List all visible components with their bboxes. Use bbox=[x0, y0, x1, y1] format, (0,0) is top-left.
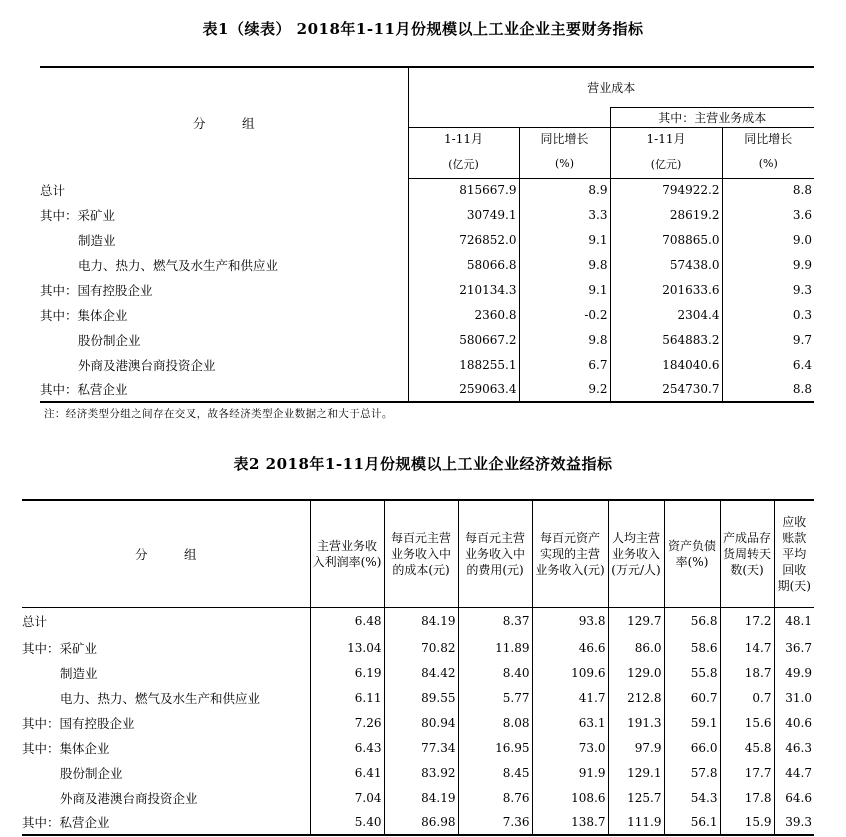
table2-cell: 138.7 bbox=[532, 810, 608, 835]
table2-cell: 48.1 bbox=[774, 607, 814, 635]
table1-cell: 708865.0 bbox=[610, 227, 722, 252]
table1-row bbox=[40, 327, 814, 352]
table1-cell: 6.4 bbox=[722, 352, 814, 377]
table1-col-sub-ytd: 1-11月 bbox=[610, 127, 722, 150]
table2-cell: 54.3 bbox=[664, 785, 720, 810]
table1-row-label: 股份制企业 bbox=[78, 332, 141, 348]
table2-cell: 111.9 bbox=[608, 810, 664, 835]
table2-cell: 8.40 bbox=[458, 660, 532, 685]
table1-col-group-header: 营业成本 bbox=[408, 67, 814, 107]
table1-cell: 184040.6 bbox=[610, 352, 722, 377]
table2-cell: 60.7 bbox=[664, 685, 720, 710]
table2-cell: 7.36 bbox=[458, 810, 532, 835]
table2-cell: 70.82 bbox=[384, 635, 458, 660]
table2-cell: 31.0 bbox=[774, 685, 814, 710]
table1-cell: 28619.2 bbox=[610, 202, 722, 227]
table2-cell: 45.8 bbox=[720, 735, 774, 760]
table2-cell: 6.19 bbox=[310, 660, 384, 685]
table2-cell: 15.9 bbox=[720, 810, 774, 835]
table1-cell: 254730.7 bbox=[610, 377, 722, 402]
table2-cell: 89.55 bbox=[384, 685, 458, 710]
table2-row bbox=[22, 735, 814, 760]
table1-cell: 9.3 bbox=[722, 277, 814, 302]
table1-cell: 30749.1 bbox=[408, 202, 519, 227]
table2-cell: 18.7 bbox=[720, 660, 774, 685]
table1-cell: 57438.0 bbox=[610, 252, 722, 277]
table2-cell: 212.8 bbox=[608, 685, 664, 710]
table2-cell: 63.1 bbox=[532, 710, 608, 735]
table1-row bbox=[40, 178, 814, 202]
table2-cell: 13.04 bbox=[310, 635, 384, 660]
table2-cell: 129.1 bbox=[608, 760, 664, 785]
table2-cell: 40.6 bbox=[774, 710, 814, 735]
table2-cell: 55.8 bbox=[664, 660, 720, 685]
table2-cell: 5.77 bbox=[458, 685, 532, 710]
table2-cell: 59.1 bbox=[664, 710, 720, 735]
table2-cell: 91.9 bbox=[532, 760, 608, 785]
table1-cell: 8.9 bbox=[519, 178, 610, 202]
table1-cell: 9.8 bbox=[519, 252, 610, 277]
table1-cell: 201633.6 bbox=[610, 277, 722, 302]
table2-row-label: 其中：国有控股企业 bbox=[22, 715, 135, 731]
table2-cell: 15.6 bbox=[720, 710, 774, 735]
table1-sub-group-header: 其中：主营业务成本 bbox=[610, 107, 814, 127]
table1-cell: 794922.2 bbox=[610, 178, 722, 202]
table2-cell: 129.7 bbox=[608, 607, 664, 635]
table1-cell: 0.3 bbox=[722, 302, 814, 327]
table2-cell: 8.76 bbox=[458, 785, 532, 810]
table2-cell: 57.8 bbox=[664, 760, 720, 785]
table2-col-header: 每百元主营业务收入中的成本(元) bbox=[384, 500, 458, 607]
table2-cell: 41.7 bbox=[532, 685, 608, 710]
table2-row-label: 其中：私营企业 bbox=[22, 810, 310, 835]
table2-cell: 17.2 bbox=[720, 607, 774, 635]
table1-row bbox=[40, 302, 814, 327]
table2-col-header: 人均主营业务收入(万元/人) bbox=[608, 500, 664, 607]
table2-cell: 191.3 bbox=[608, 710, 664, 735]
table2-cell: 8.45 bbox=[458, 760, 532, 785]
table1-row-label: 其中：国有控股企业 bbox=[40, 282, 153, 298]
table2-row-label: 股份制企业 bbox=[60, 765, 123, 781]
table2-cell: 8.08 bbox=[458, 710, 532, 735]
table1-row-label: 其中：采矿业 bbox=[40, 207, 116, 223]
table1-row bbox=[40, 202, 814, 227]
table2-cell: 93.8 bbox=[532, 607, 608, 635]
table1-cell: 726852.0 bbox=[408, 227, 519, 252]
table2-cell: 46.6 bbox=[532, 635, 608, 660]
table1-cell: 9.1 bbox=[519, 277, 610, 302]
table2-cell: 11.89 bbox=[458, 635, 532, 660]
table2-cell: 16.95 bbox=[458, 735, 532, 760]
table2-cell: 17.8 bbox=[720, 785, 774, 810]
table2-cell: 64.6 bbox=[774, 785, 814, 810]
table1-col-yoy: 同比增长 bbox=[519, 127, 610, 150]
table2-cell: 97.9 bbox=[608, 735, 664, 760]
table1-row bbox=[40, 252, 814, 277]
table2-cell: 39.3 bbox=[774, 810, 814, 835]
table2-cell: 84.19 bbox=[384, 785, 458, 810]
table1-cell: 9.9 bbox=[722, 252, 814, 277]
table2-cell: 6.41 bbox=[310, 760, 384, 785]
table2-row-label: 外商及港澳台商投资企业 bbox=[60, 790, 198, 806]
table1-cell: 9.7 bbox=[722, 327, 814, 352]
table1-cell: 8.8 bbox=[722, 178, 814, 202]
table1-row-label: 其中：集体企业 bbox=[40, 307, 128, 323]
table1-row bbox=[40, 227, 814, 252]
table2-title: 表2 2018年1-11月份规模以上工业企业经济效益指标 bbox=[233, 455, 613, 473]
table2-cell: 0.7 bbox=[720, 685, 774, 710]
table2-row-label: 其中：采矿业 bbox=[22, 640, 98, 656]
table2-col-header: 主营业务收入利润率(%) bbox=[310, 500, 384, 607]
table1-cell: 3.6 bbox=[722, 202, 814, 227]
table1-cell: 9.2 bbox=[519, 377, 610, 402]
table2-col-header: 应收账款平均回收期(天) bbox=[774, 500, 814, 607]
table1-cell: 564883.2 bbox=[610, 327, 722, 352]
table1-row bbox=[40, 277, 814, 302]
table2-cell: 46.3 bbox=[774, 735, 814, 760]
table1-row-label: 电力、热力、燃气及水生产和供应业 bbox=[78, 257, 279, 273]
table1-cell: 9.0 bbox=[722, 227, 814, 252]
table2-row bbox=[22, 685, 814, 710]
table1-group-header: 分 组 bbox=[40, 67, 408, 178]
table1-cell: 580667.2 bbox=[408, 327, 519, 352]
table2-col-header: 资产负债率(%) bbox=[664, 500, 720, 607]
table2-cell: 129.0 bbox=[608, 660, 664, 685]
table1-unit-sub-yoy: (%) bbox=[722, 150, 814, 178]
table2-col-header: 产成品存货周转天数(天) bbox=[720, 500, 774, 607]
table1-unit-yoy: (%) bbox=[519, 150, 610, 178]
table2-cell: 6.11 bbox=[310, 685, 384, 710]
table2-cell: 8.37 bbox=[458, 607, 532, 635]
table1-cell: 815667.9 bbox=[408, 178, 519, 202]
table2-cell: 66.0 bbox=[664, 735, 720, 760]
table2-cell: 36.7 bbox=[774, 635, 814, 660]
table2-row-label: 制造业 bbox=[60, 665, 98, 681]
table1-cell: 210134.3 bbox=[408, 277, 519, 302]
table1-col-ytd: 1-11月 bbox=[408, 127, 519, 150]
table1-note: 注：经济类型分组之间存在交叉，故各经济类型企业数据之和大于总计。 bbox=[44, 408, 393, 420]
table2-cell: 7.04 bbox=[310, 785, 384, 810]
table2-row bbox=[22, 635, 814, 660]
table1-cell: 6.7 bbox=[519, 352, 610, 377]
table2-row bbox=[22, 785, 814, 810]
table2-cell: 7.26 bbox=[310, 710, 384, 735]
table2-cell: 84.42 bbox=[384, 660, 458, 685]
table2-cell: 77.34 bbox=[384, 735, 458, 760]
table1-row-label: 制造业 bbox=[78, 232, 116, 248]
table2-row bbox=[22, 810, 814, 835]
table1-cell: 2304.4 bbox=[610, 302, 722, 327]
table2-row bbox=[22, 660, 814, 685]
table2-row-label: 总计 bbox=[22, 614, 48, 630]
table2-cell: 49.9 bbox=[774, 660, 814, 685]
table1-unit-ytd: (亿元) bbox=[408, 150, 519, 178]
table2-cell: 108.6 bbox=[532, 785, 608, 810]
table1-cell: 8.8 bbox=[722, 377, 814, 402]
table2-cell: 6.48 bbox=[310, 607, 384, 635]
table2-cell: 80.94 bbox=[384, 710, 458, 735]
table1-cell: 3.3 bbox=[519, 202, 610, 227]
table1-cell: 9.1 bbox=[519, 227, 610, 252]
table1-cell: 188255.1 bbox=[408, 352, 519, 377]
table2-col-header: 每百元资产实现的主营业务收入(元) bbox=[532, 500, 608, 607]
table2-cell: 14.7 bbox=[720, 635, 774, 660]
table1-row-label: 其中：私营企业 bbox=[40, 377, 408, 402]
table1-row bbox=[40, 352, 814, 377]
table2-group-header: 分 组 bbox=[22, 500, 310, 607]
table2-cell: 73.0 bbox=[532, 735, 608, 760]
table2-cell: 83.92 bbox=[384, 760, 458, 785]
table2-cell: 84.19 bbox=[384, 607, 458, 635]
table2-cell: 56.1 bbox=[664, 810, 720, 835]
table2-row-label: 其中：集体企业 bbox=[22, 740, 110, 756]
table2-cell: 56.8 bbox=[664, 607, 720, 635]
table2-row bbox=[22, 607, 814, 635]
table1-cell: 58066.8 bbox=[408, 252, 519, 277]
table2-cell: 125.7 bbox=[608, 785, 664, 810]
table2-cell: 17.7 bbox=[720, 760, 774, 785]
table2-col-header: 每百元主营业务收入中的费用(元) bbox=[458, 500, 532, 607]
table1-row-label: 外商及港澳台商投资企业 bbox=[78, 357, 216, 373]
table2-cell: 44.7 bbox=[774, 760, 814, 785]
table2-cell: 86.0 bbox=[608, 635, 664, 660]
table2-cell: 58.6 bbox=[664, 635, 720, 660]
table1-row-label: 总计 bbox=[40, 183, 66, 198]
table1-title: 表1（续表） 2018年1-11月份规模以上工业企业主要财务指标 bbox=[202, 20, 644, 38]
table2-cell: 86.98 bbox=[384, 810, 458, 835]
table1-row bbox=[40, 377, 814, 402]
table1 bbox=[40, 66, 814, 403]
table2-cell: 109.6 bbox=[532, 660, 608, 685]
table2-cell: 6.43 bbox=[310, 735, 384, 760]
table1-unit-sub-ytd: (亿元) bbox=[610, 150, 722, 178]
table2-row bbox=[22, 710, 814, 735]
table1-col-sub-yoy: 同比增长 bbox=[722, 127, 814, 150]
table1-cell: 9.8 bbox=[519, 327, 610, 352]
table1-cell: 2360.8 bbox=[408, 302, 519, 327]
table2-row bbox=[22, 760, 814, 785]
table1-cell: -0.2 bbox=[519, 302, 610, 327]
table2-row-label: 电力、热力、燃气及水生产和供应业 bbox=[60, 690, 261, 706]
table2 bbox=[22, 499, 814, 836]
table2-cell: 5.40 bbox=[310, 810, 384, 835]
table1-cell: 259063.4 bbox=[408, 377, 519, 402]
